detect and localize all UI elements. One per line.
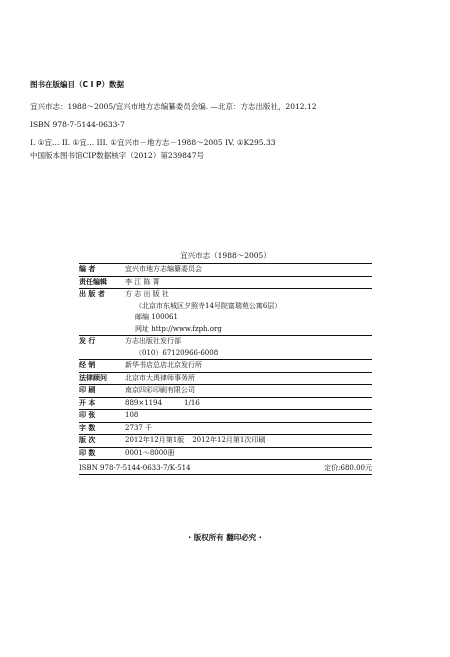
- publisher-website: 网址 http://www.fzph.org: [135, 324, 222, 333]
- format-extra: 1/16: [184, 398, 200, 407]
- printer-value: 南京四彩印刷有限公司: [125, 386, 195, 394]
- price-value: 定价:680.00元: [324, 464, 372, 472]
- words-label: 字 数: [79, 423, 96, 432]
- dealer-row: [79, 360, 372, 372]
- cip-bibliographic-line: 宜兴市志：1988～2005/宜兴市地方志编纂委员会编. —北京：方志出版社，2012.12: [30, 102, 317, 111]
- dealer-label: 经 销: [79, 361, 96, 369]
- book-title: 宜兴市志（1988～2005）: [180, 251, 271, 260]
- print-run-label: 印 数: [79, 448, 96, 457]
- print-run-value: 0001～8000册: [125, 448, 175, 457]
- publisher-postcode: 邮编 100061: [135, 313, 178, 321]
- dealer-value: 新华书店总店北京发行所: [125, 361, 202, 369]
- editor-row: [79, 264, 372, 276]
- cip-isbn-line: ISBN 978-7-5144-0633-7: [30, 120, 125, 129]
- editor-value: 宜兴市地方志编纂委员会: [125, 265, 202, 273]
- responsible-editor-value: 李 江 陈 菁: [125, 277, 160, 286]
- edition-extra: 2012年12月第1次印刷: [192, 436, 266, 444]
- words-value: 2737 千: [125, 423, 153, 432]
- editor-label: 编 者: [79, 265, 96, 273]
- publisher-value: 方 志 出 版 社: [125, 290, 169, 298]
- responsible-editor-row: [79, 277, 372, 289]
- edition-value: 2012年12月第1版: [125, 436, 185, 444]
- printer-label: 印 刷: [79, 386, 96, 394]
- publisher-address: （北京市东城区夕照寺14号院富瑞苑公寓6层）: [135, 301, 282, 310]
- sheets-label: 印 张: [79, 411, 96, 419]
- edition-row: [79, 435, 372, 447]
- distribution-row: [79, 336, 372, 348]
- publisher-label: 出 版 者: [79, 290, 105, 298]
- sheets-row: [79, 410, 372, 422]
- words-row: [79, 423, 372, 435]
- format-value: 889×1194: [125, 398, 163, 407]
- distribution-label: 发 行: [79, 337, 96, 345]
- printer-row: [79, 385, 372, 397]
- format-label: 开 本: [79, 398, 96, 407]
- legal-counsel-value: 北京市大禹律师事务所: [125, 373, 195, 382]
- responsible-editor-label: 责任编辑: [79, 277, 107, 286]
- format-row: [79, 398, 372, 410]
- colophon-block: [79, 251, 372, 475]
- distribution-value: 方志出版社发行部: [125, 337, 181, 345]
- isbn-price-row: [79, 462, 372, 474]
- legal-counsel-row: [79, 373, 372, 385]
- rule-bottom: [79, 474, 372, 475]
- publisher-row: [79, 289, 372, 301]
- cip-record-number-line: 中国版本图书馆CIP数据核字（2012）第239847号: [30, 151, 204, 160]
- cip-data-block: [30, 78, 430, 162]
- legal-counsel-label: 法律顾问: [79, 373, 107, 382]
- isbn-value: ISBN 978-7-5144-0633-7/K·514: [79, 464, 191, 472]
- sheets-value: 108: [125, 411, 139, 419]
- print-run-row: [79, 448, 372, 460]
- edition-label: 版 次: [79, 436, 96, 444]
- rule-thick: [79, 459, 372, 460]
- cip-heading: 图书在版编目（C I P）数据: [30, 80, 125, 89]
- cip-classification-line: I. ①宜… II. ①宜… III. ①宜兴市－地方志－1988～2005 IV. ①K295.33: [30, 138, 276, 147]
- distribution-phone: （010）67120966-6008: [135, 348, 219, 357]
- copyright-notice: · 版权所有 翻印必究 ·: [188, 533, 262, 542]
